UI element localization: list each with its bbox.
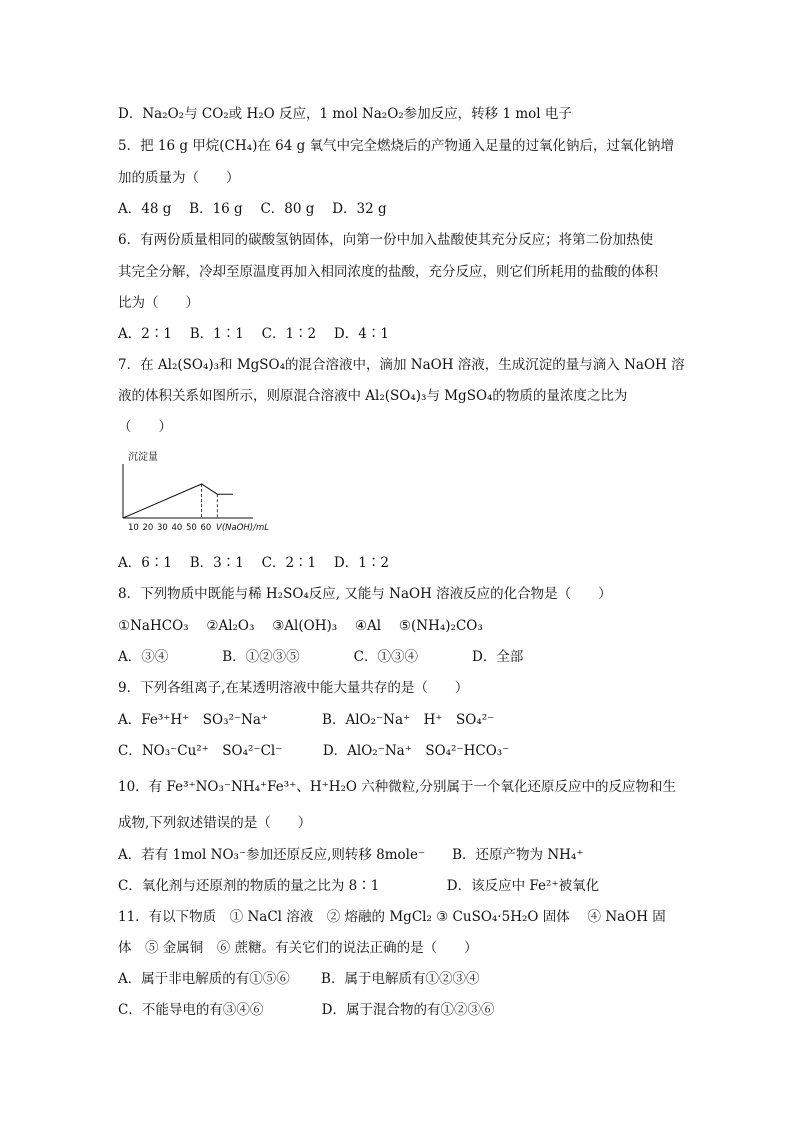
q9-stem: 9．下列各组离子,在某透明溶液中能大量共存的是（ ）	[118, 680, 469, 696]
x-tick-label: 40	[171, 523, 183, 533]
q8-items: ①NaHCO₃ ②Al₂O₃ ③Al(OH)₃ ④Al ⑤(NH₄)₂CO₃	[118, 618, 483, 634]
q8-options: A．③④ B．①②③⑤ C．①③④ D．全部	[118, 649, 524, 665]
y-axis-label: 沉淀量	[128, 452, 158, 463]
q7-stem-3: （ ）	[118, 419, 172, 435]
x-tick-label: 10	[128, 523, 139, 533]
x-tick-label: 20	[142, 523, 154, 533]
q4-option-d: D．Na₂O₂与 CO₂或 H₂O 反应，1 mol Na₂O₂参加反应，转移 1 mol 电子	[118, 106, 572, 122]
q7-stem-2: 液的体积关系如图所示，则原混合溶液中 Al₂(SO₄)₃与 MgSO₄的物质的量浓度之比为	[118, 388, 628, 404]
q8-stem: 8．下列物质中既能与稀 H₂SO₄反应, 又能与 NaOH 溶液反应的化合物是（ ）	[118, 586, 612, 602]
q10-stem-2: 成物,下列叙述错误的是（ ）	[118, 815, 312, 831]
curve	[123, 484, 233, 518]
q9-options-cd: C．NO₃⁻Cu²⁺ SO₄²⁻Cl⁻ D．AlO₂⁻Na⁺ SO₄²⁻HCO₃⁻	[118, 743, 510, 759]
q7-options: A．6∶1 B．3∶1 C．2∶1 D．1∶2	[118, 555, 389, 571]
precipitate-chart	[118, 446, 318, 538]
x-axis-label: V(NaOH)/mL	[216, 523, 269, 533]
q11-options-cd: C．不能导电的有③④⑥ D．属于混合物的有①②③⑥	[118, 1002, 495, 1018]
q7-stem-1: 7．在 Al₂(SO₄)₃和 MgSO₄的混合溶液中，滴加 NaOH 溶液，生成沉淀的量与滴入 NaOH 溶	[118, 357, 685, 373]
x-tick-label: 60	[200, 523, 212, 533]
q5-options: A．48 g B．16 g C．80 g D．32 g	[118, 201, 387, 217]
q10-stem-1: 10．有 Fe³⁺NO₃⁻NH₄⁺Fe³⁺、H⁺H₂O 六种微粒,分别属于一个氧化还原反应中的反应物和生	[118, 779, 677, 795]
x-tick-label: 50	[186, 523, 197, 533]
q6-options: A．2∶1 B．1∶1 C．1∶2 D．4∶1	[118, 326, 389, 342]
q10-options-ab: A．若有 1mol NO₃⁻参加还原反应,则转移 8mole⁻ B．还原产物为 NH₄⁺	[118, 847, 584, 863]
q6-stem-1: 6．有两份质量相同的碳酸氢钠固体，向第一份中加入盐酸使其充分反应；将第二份加热使	[118, 232, 654, 248]
q11-options-ab: A．属于非电解质的有①⑤⑥ B．属于电解质有①②③④	[118, 971, 480, 987]
q11-stem-1: 11．有以下物质 ① NaCl 溶液 ② 熔融的 MgCl₂ ③ CuSO₄·5H₂O 固体 ④ NaOH 固	[118, 909, 666, 925]
q10-options-cd: C．氧化剂与还原剂的物质的量之比为 8∶1 D．该反应中 Fe²⁺被氧化	[118, 878, 600, 894]
q11-stem-2: 体 ⑤ 金属铜 ⑥ 蔗糖。有关它们的说法正确的是（ ）	[118, 940, 478, 956]
q5-stem-1: 5．把 16 g 甲烷(CH₄)在 64 g 氧气中完全燃烧后的产物通入足量的过氧化钠后，过氧化钠增	[118, 138, 675, 154]
q9-options-ab: A．Fe³⁺H⁺ SO₃²⁻Na⁺ B．AlO₂⁻Na⁺ H⁺ SO₄²⁻	[118, 712, 495, 728]
q6-stem-2: 其完全分解，冷却至原温度再加入相同浓度的盐酸，充分反应，则它们所耗用的盐酸的体积	[118, 264, 658, 280]
q5-stem-2: 加的质量为（ ）	[118, 170, 240, 186]
q6-stem-3: 比为（ ）	[118, 295, 199, 311]
x-tick-label: 30	[157, 523, 168, 533]
